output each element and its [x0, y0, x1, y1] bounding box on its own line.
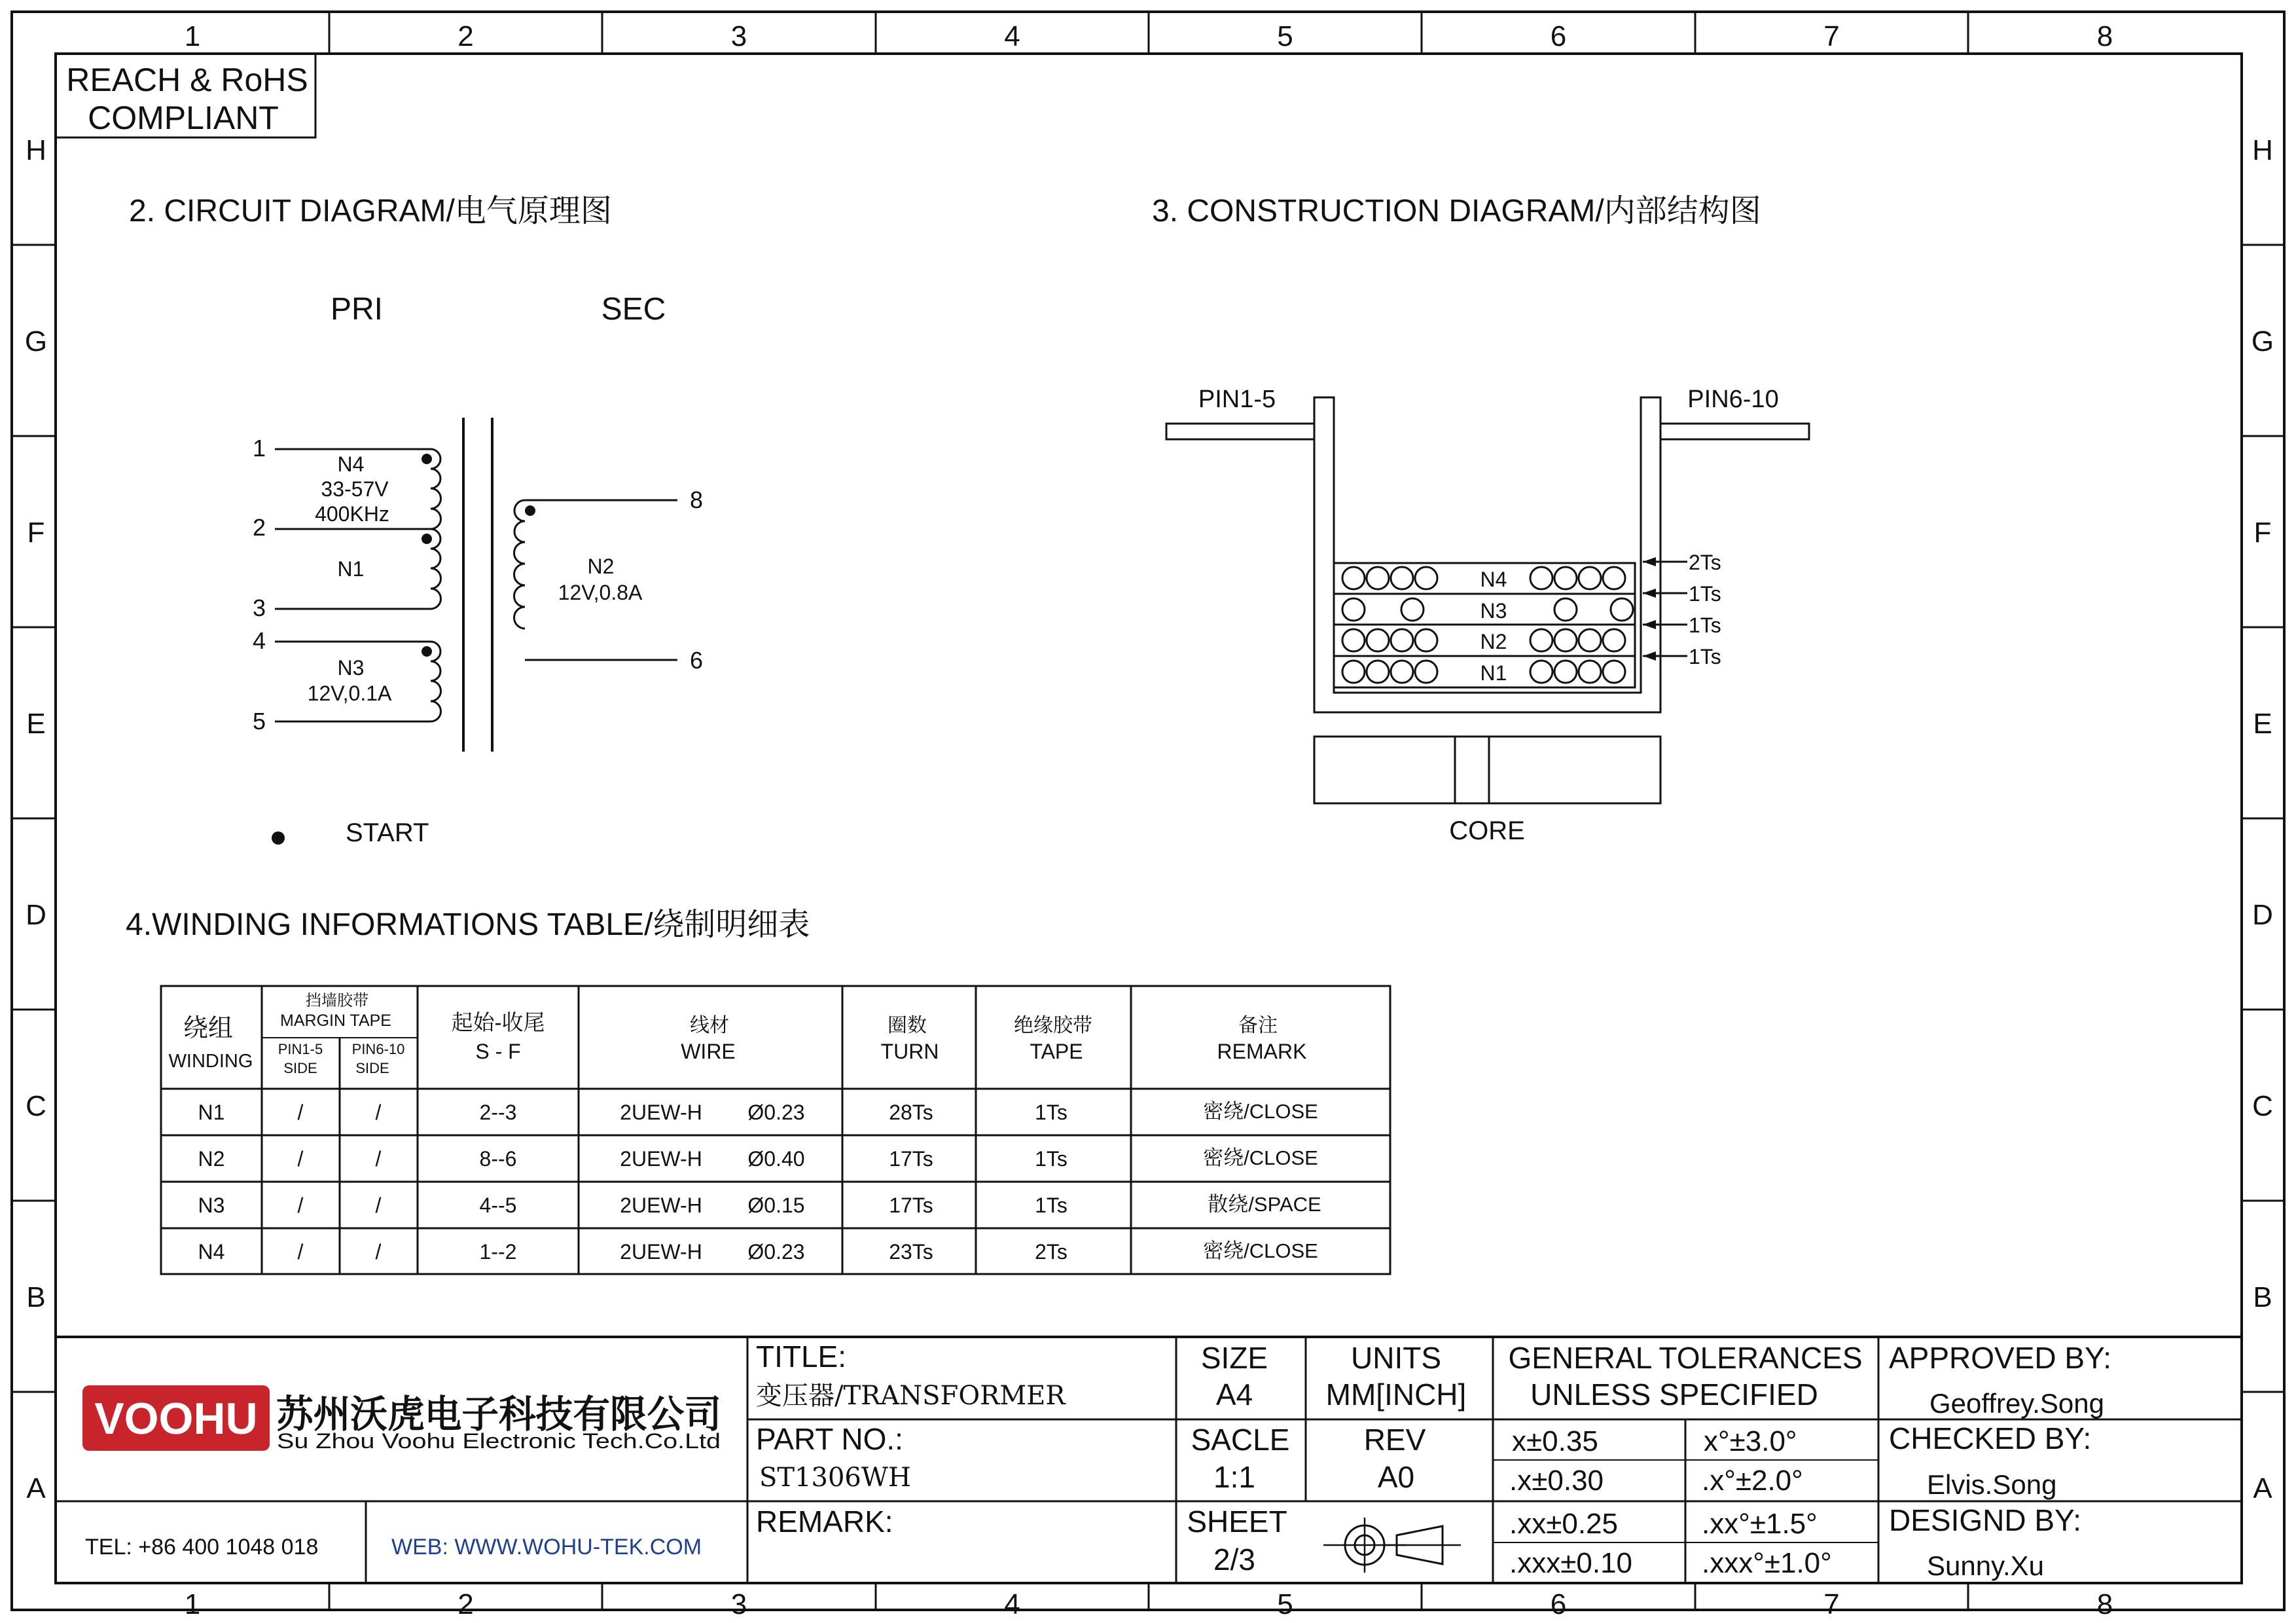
- start-dot-n3: [422, 646, 432, 657]
- tol-linear-2: .xx±0.25: [1509, 1508, 1619, 1540]
- table-row: [198, 1239, 1318, 1264]
- cell-wire: 2UEW-H: [620, 1194, 702, 1217]
- approved-label: APPROVED BY:: [1889, 1341, 2112, 1375]
- cell-tape: 1Ts: [1035, 1147, 1067, 1171]
- rev-value: A0: [1377, 1460, 1415, 1494]
- company-name-cn: 苏州沃虎电子科技有限公司: [276, 1393, 721, 1436]
- part-value: ST1306WH: [759, 1463, 911, 1493]
- cell-diameter: Ø0.40: [747, 1147, 805, 1171]
- cell-diameter: Ø0.15: [747, 1194, 805, 1217]
- th-pin610: PIN6-10: [351, 1041, 405, 1057]
- n1-name: N1: [337, 557, 365, 581]
- th-remark-en: REMARK: [1217, 1040, 1307, 1063]
- cell-winding: N4: [198, 1240, 225, 1264]
- cell-winding: N3: [198, 1194, 225, 1217]
- tol-linear-0: x±0.35: [1512, 1425, 1598, 1457]
- th-turn-en: TURN: [880, 1040, 939, 1063]
- cell-margin-2: /: [375, 1101, 382, 1124]
- circuit-diagram: [129, 194, 703, 847]
- remark-label: REMARK:: [756, 1504, 893, 1539]
- core-label: CORE: [1449, 816, 1525, 845]
- tol-linear-1: .x±0.30: [1509, 1465, 1604, 1497]
- th-tape-cn: 绝缘胶带: [1014, 1014, 1092, 1037]
- tape-n4-turns: 2Ts: [1689, 551, 1721, 574]
- cell-tape: 2Ts: [1035, 1240, 1067, 1264]
- zone-row-label: H: [2252, 134, 2273, 166]
- cell-sf: 1--2: [479, 1240, 517, 1264]
- zone-row-label: D: [26, 899, 46, 931]
- layer-n4: [1334, 563, 1635, 594]
- cell-remark: 散绕/SPACE: [1208, 1193, 1321, 1216]
- zone-row-label: C: [26, 1090, 46, 1122]
- pin-bar-left: [1166, 424, 1314, 439]
- th-tape-en: TAPE: [1030, 1040, 1083, 1063]
- cell-remark: 密绕/CLOSE: [1203, 1239, 1318, 1262]
- tape-n1-turns: 1Ts: [1689, 645, 1721, 668]
- tol-linear-3: .xxx±0.10: [1509, 1547, 1633, 1579]
- start-dot-n4: [422, 454, 432, 464]
- start-legend-label: START: [346, 818, 429, 847]
- compliance-line2: COMPLIANT: [88, 100, 279, 136]
- zone-row-label: G: [2251, 325, 2274, 357]
- cell-tape: 1Ts: [1035, 1101, 1067, 1124]
- th-pin610-side: SIDE: [355, 1060, 389, 1076]
- tolerance-heading-2: UNLESS SPECIFIED: [1530, 1377, 1818, 1412]
- zone-column-label: 7: [1823, 1588, 1840, 1620]
- cell-turn: 17Ts: [889, 1194, 933, 1217]
- logo-text: VOOHU: [94, 1394, 258, 1444]
- n2-rating: 12V,0.8A: [558, 581, 643, 604]
- projection-symbol-icon: [1323, 1518, 1461, 1573]
- th-pin15: PIN1-5: [278, 1041, 323, 1057]
- zone-column-label: 8: [2096, 1588, 2113, 1620]
- cell-margin-1: /: [297, 1147, 304, 1171]
- pin-3: 3: [252, 594, 266, 621]
- layer-n4-name: N4: [1480, 568, 1507, 591]
- checked-value: Elvis.Song: [1927, 1469, 2057, 1500]
- zone-row-label: A: [26, 1472, 46, 1504]
- cell-winding: N1: [198, 1101, 225, 1124]
- cell-diameter: Ø0.23: [747, 1101, 805, 1124]
- start-dot-n1: [422, 534, 432, 544]
- zone-row-label: B: [26, 1281, 46, 1313]
- cell-margin-1: /: [297, 1240, 304, 1264]
- th-wire-en: WIRE: [681, 1040, 736, 1063]
- zone-column-label: 3: [730, 20, 747, 52]
- zone-column-label: 6: [1550, 20, 1567, 52]
- title-value: 变压器/TRANSFORMER: [756, 1381, 1066, 1411]
- zone-column-label: 4: [1004, 1588, 1020, 1620]
- pin-bar-right: [1660, 424, 1809, 439]
- th-margin-cn: 挡墙胶带: [306, 992, 368, 1010]
- zone-column-label: 2: [457, 1588, 474, 1620]
- core-block: [1314, 737, 1660, 803]
- zone-column-label: 5: [1277, 20, 1293, 52]
- coil-n1: [431, 529, 440, 609]
- rev-label: REV: [1363, 1423, 1426, 1457]
- cell-margin-2: /: [375, 1147, 382, 1171]
- layer-n3-name: N3: [1480, 599, 1507, 623]
- cell-turn: 23Ts: [889, 1240, 933, 1264]
- tol-angular-0: x°±3.0°: [1704, 1425, 1797, 1457]
- zone-column-label: 1: [184, 1588, 201, 1620]
- cell-margin-1: /: [297, 1194, 304, 1217]
- cell-remark: 密绕/CLOSE: [1203, 1100, 1318, 1123]
- zone-row-label: E: [26, 708, 46, 740]
- designed-label: DESIGND BY:: [1889, 1503, 2081, 1537]
- cell-margin-2: /: [375, 1240, 382, 1264]
- part-label: PART NO.:: [756, 1422, 903, 1456]
- cell-sf: 4--5: [479, 1194, 517, 1217]
- cell-margin-2: /: [375, 1194, 382, 1217]
- tape-n2-turns: 1Ts: [1689, 613, 1721, 637]
- coil-n3: [431, 642, 440, 721]
- pin-left-label: PIN1-5: [1198, 386, 1276, 413]
- units-label: UNITS: [1351, 1341, 1441, 1375]
- winding-table-heading: 4.WINDING INFORMATIONS TABLE/绕制明细表: [126, 907, 810, 942]
- start-legend-dot: [272, 831, 285, 845]
- table-row: [198, 1193, 1321, 1217]
- n4-name: N4: [337, 452, 365, 476]
- th-remark-cn: 备注: [1238, 1014, 1278, 1037]
- cell-tape: 1Ts: [1035, 1194, 1067, 1217]
- scale-label: SACLE: [1191, 1423, 1290, 1457]
- tol-angular-2: .xx°±1.5°: [1702, 1508, 1818, 1540]
- zone-column-label: 8: [2096, 20, 2113, 52]
- zone-column-label: 1: [184, 20, 201, 52]
- th-wire-cn: 线材: [690, 1014, 729, 1037]
- th-sf-en: S - F: [475, 1040, 521, 1063]
- units-value: MM[INCH]: [1325, 1377, 1467, 1412]
- scale-value: 1:1: [1213, 1460, 1255, 1494]
- coil-n2: [514, 500, 525, 629]
- cell-sf: 2--3: [479, 1101, 517, 1124]
- pin-right-label: PIN6-10: [1687, 386, 1779, 413]
- th-margin-en: MARGIN TAPE: [280, 1012, 391, 1030]
- pin-5: 5: [252, 708, 266, 735]
- pin-4: 4: [252, 627, 266, 654]
- winding-table: [126, 907, 1390, 1274]
- zone-row-label: F: [27, 517, 45, 549]
- approved-value: Geoffrey.Song: [1929, 1388, 2104, 1419]
- cell-wire: 2UEW-H: [620, 1240, 702, 1264]
- cell-diameter: Ø0.23: [747, 1240, 805, 1264]
- tel: TEL: +86 400 1048 018: [85, 1535, 319, 1559]
- zone-column-label: 3: [730, 1588, 747, 1620]
- compliance-box: [56, 54, 315, 137]
- title-block: [56, 1337, 2242, 1583]
- th-winding-en: WINDING: [168, 1051, 253, 1072]
- zone-row-label: H: [26, 134, 46, 166]
- construction-diagram: [1152, 194, 1809, 845]
- start-dot-n2: [525, 505, 535, 516]
- tol-angular-1: .x°±2.0°: [1702, 1465, 1803, 1497]
- sheet-label: SHEET: [1187, 1504, 1287, 1539]
- layer-n1: [1334, 656, 1635, 687]
- cell-turn: 28Ts: [889, 1101, 933, 1124]
- zone-row-label: B: [2253, 1281, 2272, 1313]
- cell-turn: 17Ts: [889, 1147, 933, 1171]
- th-pin15-side: SIDE: [283, 1060, 317, 1076]
- cell-wire: 2UEW-H: [620, 1101, 702, 1124]
- designed-value: Sunny.Xu: [1927, 1550, 2045, 1581]
- zone-column-label: 7: [1823, 20, 1840, 52]
- zone-column-label: 4: [1004, 20, 1020, 52]
- th-turn-cn: 圈数: [888, 1014, 927, 1037]
- layer-n1-name: N1: [1480, 661, 1507, 685]
- cell-winding: N2: [198, 1147, 225, 1171]
- construction-heading: 3. CONSTRUCTION DIAGRAM/内部结构图: [1152, 194, 1761, 228]
- drawing-frame: [12, 12, 2284, 1620]
- cell-margin-1: /: [297, 1101, 304, 1124]
- size-label: SIZE: [1200, 1341, 1268, 1375]
- sheet-value: 2/3: [1213, 1542, 1255, 1577]
- tape-arrows: [1643, 557, 1687, 661]
- company-logo: [82, 1385, 721, 1453]
- pin-1: 1: [252, 435, 266, 462]
- cell-wire: 2UEW-H: [620, 1147, 702, 1171]
- table-row: [198, 1100, 1318, 1124]
- zone-row-label: A: [2253, 1472, 2272, 1504]
- th-winding-cn: 绕组: [183, 1015, 234, 1042]
- tolerance-heading-1: GENERAL TOLERANCES: [1508, 1341, 1863, 1375]
- cell-remark: 密绕/CLOSE: [1203, 1146, 1318, 1169]
- zone-column-label: 6: [1550, 1588, 1567, 1620]
- zone-column-label: 2: [457, 20, 474, 52]
- zone-column-label: 5: [1277, 1588, 1293, 1620]
- n4-frequency: 400KHz: [315, 502, 389, 526]
- tol-angular-3: .xxx°±1.0°: [1702, 1547, 1832, 1579]
- web: WEB: WWW.WOHU-TEK.COM: [391, 1535, 702, 1559]
- zone-row-label: F: [2253, 517, 2272, 549]
- n2-name: N2: [587, 555, 615, 578]
- pri-label: PRI: [330, 292, 384, 327]
- title-label: TITLE:: [756, 1340, 847, 1374]
- n3-rating: 12V,0.1A: [307, 682, 392, 705]
- pin-6: 6: [689, 647, 704, 674]
- th-sf-cn: 起始-收尾: [451, 1010, 545, 1034]
- checked-label: CHECKED BY:: [1889, 1421, 2092, 1455]
- coil-n4: [431, 449, 440, 529]
- layer-n2: [1334, 625, 1635, 656]
- size-value: A4: [1215, 1377, 1253, 1412]
- zone-row-label: G: [24, 325, 48, 357]
- n3-name: N3: [337, 656, 365, 680]
- zone-row-label: C: [2252, 1090, 2273, 1122]
- zone-row-label: D: [2252, 899, 2273, 931]
- sec-label: SEC: [601, 292, 666, 327]
- zone-row-label: E: [2253, 708, 2272, 740]
- layer-n2-name: N2: [1480, 630, 1507, 653]
- n4-voltage: 33-57V: [321, 477, 389, 501]
- pin-2: 2: [252, 514, 266, 541]
- layer-n3: [1334, 594, 1635, 625]
- compliance-line1: REACH & RoHS: [66, 62, 308, 98]
- cell-sf: 8--6: [479, 1147, 517, 1171]
- pin-8: 8: [689, 486, 704, 513]
- tape-n3-turns: 1Ts: [1689, 582, 1721, 606]
- table-row: [198, 1146, 1318, 1171]
- company-name-en: Su Zhou Voohu Electronic Tech.Co.Ltd: [277, 1429, 721, 1453]
- circuit-heading: 2. CIRCUIT DIAGRAM/电气原理图: [129, 194, 612, 228]
